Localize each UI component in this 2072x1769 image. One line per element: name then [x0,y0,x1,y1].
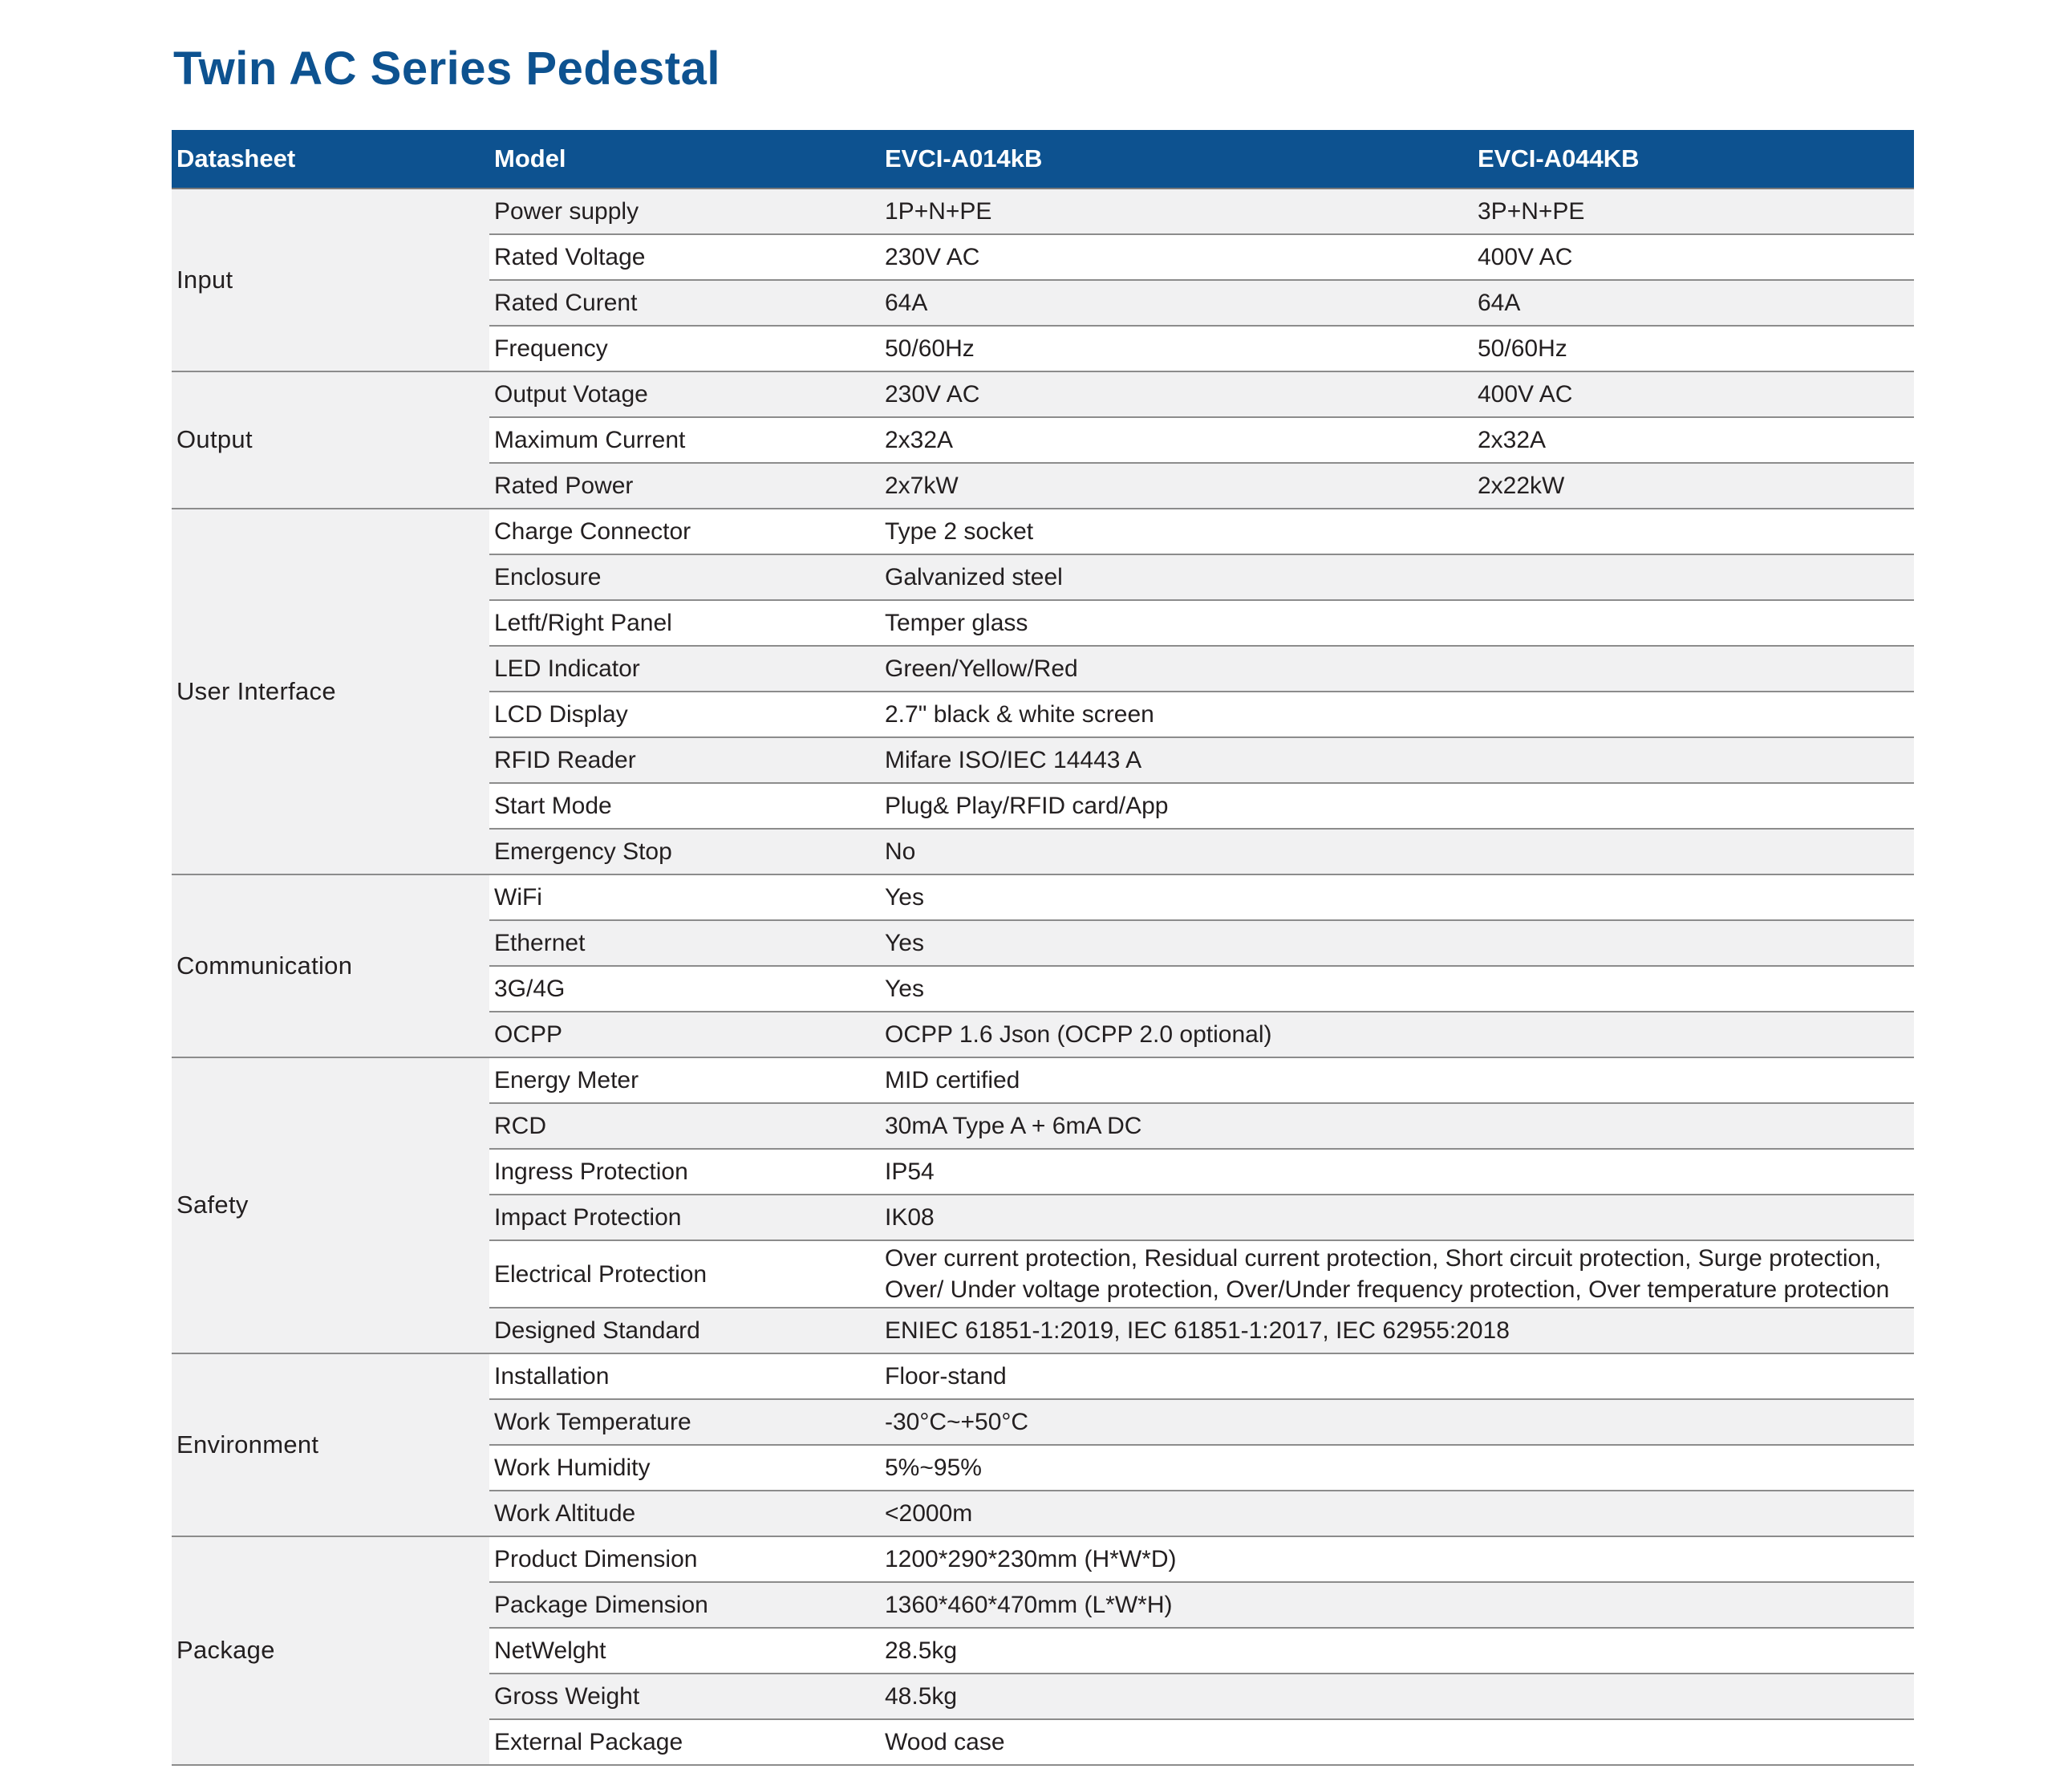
value-shared: Temper glass [880,600,1914,646]
header-model-a014kb: EVCI-A014kB [880,130,1473,189]
parameter-label: Designed Standard [489,1308,880,1353]
value-a014kb: 2x32A [880,417,1473,463]
parameter-label: Rated Voltage [489,234,880,280]
parameter-label: Product Dimension [489,1536,880,1582]
parameter-label: Emergency Stop [489,829,880,874]
parameter-label: Letft/Right Panel [489,600,880,646]
parameter-label: Start Mode [489,783,880,829]
parameter-label: Installation [489,1353,880,1399]
value-a014kb: 1P+N+PE [880,189,1473,234]
group-label: Package [172,1536,489,1765]
value-shared: 30mA Type A + 6mA DC [880,1103,1914,1149]
header-model-a044kb: EVCI-A044KB [1473,130,1914,189]
parameter-label: 3G/4G [489,966,880,1012]
value-shared: <2000m [880,1491,1914,1536]
value-shared: Wood case [880,1719,1914,1765]
value-a044kb: 2x32A [1473,417,1914,463]
value-shared: ENIEC 61851-1:2019, IEC 61851-1:2017, IEC 62955:2018 [880,1308,1914,1353]
parameter-label: LED Indicator [489,646,880,692]
table-row [172,371,1914,417]
datasheet-table [172,130,1914,1766]
parameter-label: Ingress Protection [489,1149,880,1195]
value-shared: 1360*460*470mm (L*W*H) [880,1582,1914,1628]
parameter-label: Maximum Current [489,417,880,463]
table-header [172,130,1914,189]
value-shared: Green/Yellow/Red [880,646,1914,692]
parameter-label: Enclosure [489,554,880,600]
group-label: User Interface [172,509,489,874]
value-shared: No [880,829,1914,874]
table-row [172,1057,1914,1103]
table-row [172,509,1914,554]
parameter-label: Energy Meter [489,1057,880,1103]
parameter-label: Ethernet [489,920,880,966]
parameter-label: External Package [489,1719,880,1765]
parameter-label: Impact Protection [489,1195,880,1240]
group-label: Safety [172,1057,489,1353]
parameter-label: Power supply [489,189,880,234]
value-shared: -30°C~+50°C [880,1399,1914,1445]
value-shared: Over current protection, Residual current protection, Short circuit protection, Surge protection, Over/ Under voltage protection, Over/Under frequency protection, Over temperature protection [880,1240,1914,1308]
value-shared: Yes [880,874,1914,920]
value-a044kb: 50/60Hz [1473,326,1914,371]
parameter-label: OCPP [489,1012,880,1057]
value-shared: Type 2 socket [880,509,1914,554]
page-title: Twin AC Series Pedestal [173,43,720,95]
value-a044kb: 2x22kW [1473,463,1914,509]
header-datasheet: Datasheet [172,130,489,189]
value-shared: Plug& Play/RFID card/App [880,783,1914,829]
parameter-label: NetWelght [489,1628,880,1674]
value-a014kb: 64A [880,280,1473,326]
parameter-label: RCD [489,1103,880,1149]
value-shared: Galvanized steel [880,554,1914,600]
parameter-label: Rated Curent [489,280,880,326]
parameter-label: Charge Connector [489,509,880,554]
value-a044kb: 400V AC [1473,234,1914,280]
value-shared: 1200*290*230mm (H*W*D) [880,1536,1914,1582]
parameter-label: Work Humidity [489,1445,880,1491]
parameter-label: Gross Weight [489,1674,880,1719]
parameter-label: WiFi [489,874,880,920]
table-row [172,1353,1914,1399]
parameter-label: Work Altitude [489,1491,880,1536]
parameter-label: Electrical Protection [489,1240,880,1308]
table-row [172,1536,1914,1582]
value-shared: IP54 [880,1149,1914,1195]
value-a044kb: 64A [1473,280,1914,326]
parameter-label: Work Temperature [489,1399,880,1445]
value-shared: MID certified [880,1057,1914,1103]
parameter-label: Package Dimension [489,1582,880,1628]
value-a014kb: 2x7kW [880,463,1473,509]
value-shared: 2.7" black & white screen [880,692,1914,737]
group-label: Input [172,189,489,371]
value-shared: Yes [880,920,1914,966]
value-a014kb: 50/60Hz [880,326,1473,371]
header-model: Model [489,130,880,189]
value-shared: OCPP 1.6 Json (OCPP 2.0 optional) [880,1012,1914,1057]
value-a044kb: 400V AC [1473,371,1914,417]
parameter-label: Frequency [489,326,880,371]
parameter-label: Output Votage [489,371,880,417]
group-label: Environment [172,1353,489,1536]
table-row [172,874,1914,920]
value-shared: Floor-stand [880,1353,1914,1399]
value-shared: Yes [880,966,1914,1012]
table-row [172,189,1914,234]
value-shared: Mifare ISO/IEC 14443 A [880,737,1914,783]
value-shared: 28.5kg [880,1628,1914,1674]
value-a014kb: 230V AC [880,234,1473,280]
parameter-label: RFID Reader [489,737,880,783]
value-shared: 48.5kg [880,1674,1914,1719]
group-label: Output [172,371,489,509]
parameter-label: LCD Display [489,692,880,737]
parameter-label: Rated Power [489,463,880,509]
value-a044kb: 3P+N+PE [1473,189,1914,234]
value-shared: IK08 [880,1195,1914,1240]
group-label: Communication [172,874,489,1057]
table-body [172,189,1914,1765]
value-a014kb: 230V AC [880,371,1473,417]
header-row [172,130,1914,189]
value-shared: 5%~95% [880,1445,1914,1491]
